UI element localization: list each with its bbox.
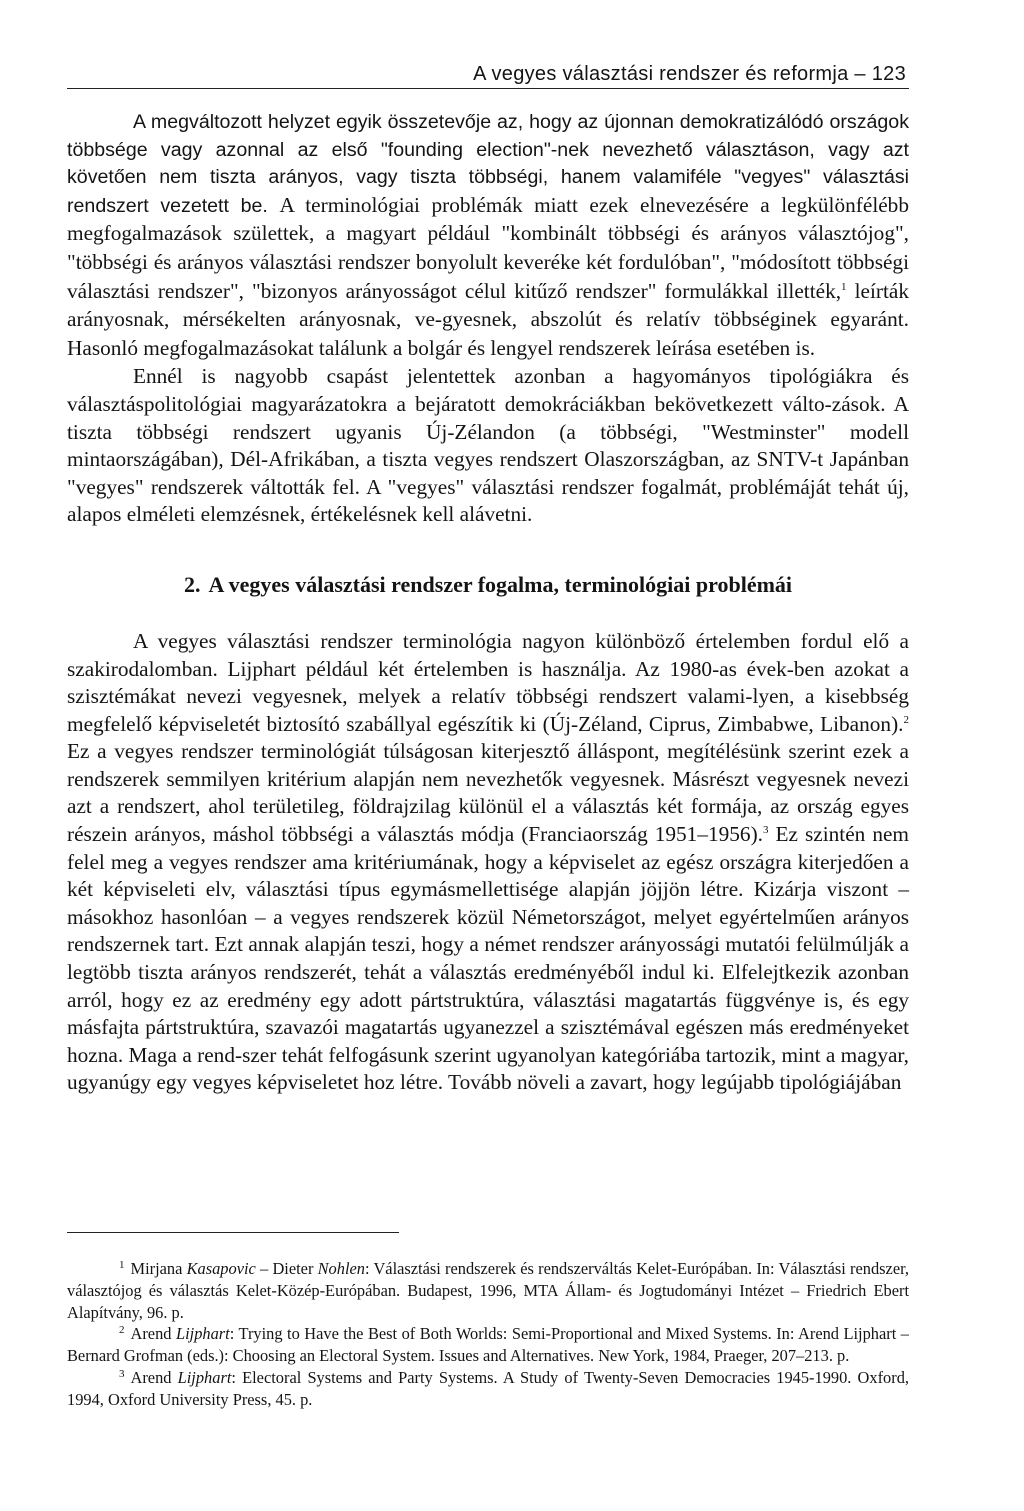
footnote-2 xyxy=(67,1323,909,1367)
footnote-2-author-last: Lijphart xyxy=(175,1324,230,1344)
running-head xyxy=(67,58,909,89)
footnote-1-author1-last: Kasapovic xyxy=(186,1259,256,1278)
footnote-1-author1-first: Mirjana xyxy=(130,1259,187,1278)
footnote-3-author-last: Lijphart xyxy=(177,1367,232,1387)
running-head-title: A vegyes választási rendszer és reformja xyxy=(473,63,849,85)
paragraph-1 xyxy=(67,109,909,363)
paragraph-3-part-a: A vegyes választási rendszer terminológia nagyon különböző értelemben fordul elő a szakirodalomban. Lijphart például két értelemben is használja. Az 1980-as évek-ben azokat a szisztémákat nevezi vegyesnek, melyek a relatív többségi rendszert valami-lyen, a kisebbség megfelelő képviseletét biztosító szabállyal egészítik ki (Új-Zéland, Ciprus, Zimbabwe, Libanon). xyxy=(67,628,909,736)
paragraph-2: Ennél is nagyobb csapást jelentettek azonban a hagyományos tipológiákra és választáspolitológiai magyarázatokra a bejáratott demokráciákban bekövetkezett válto-zások. A tiszta többségi rendszert ugyanis Új-Zélandon (a többségi, "Westminster" modell mintaországában), Dél-Afrikában, a tiszta vegyes rendszert Olaszországban, az SNTV-t Japánban "vegyes" rendszerek váltották fel. A "vegyes" választási rendszer fogalmát, problémáját tehát új, alapos elméleti elemzésnek, értékelésnek kell alávetni. xyxy=(67,364,909,527)
footnote-3-mark: 3 xyxy=(119,1367,125,1380)
footnote-1 xyxy=(67,1258,909,1323)
footnote-ref-1: 1 xyxy=(841,280,847,293)
page-number: 123 xyxy=(871,63,906,85)
paragraph-1-part-c: leírták arányosnak, mérsékelten arányosnak, ve-gyesnek, abszolút és relatív többséginek egyaránt. Hasonló megfogalmazásokat találunk a bolgár és lengyel rendszerek leírása esetében is. xyxy=(67,278,909,360)
paragraph-3-part-b: Ez a vegyes rendszer terminológiát túlságosan kiterjesztő álláspont, megítélésünk szerint ezek a rendszerek semmilyen kritérium alapján nem nevezhetők vegyesnek. Másrészt vegyesnek nevezi azt a rendszert, ahol területileg, földrajzilag különül el a választás két formája, az ország egyes részein arányos, máshol többségi a választás módja (Franciaország 1951–1956). xyxy=(67,739,909,847)
paragraph-1-part-b-text: A terminológiai problémák miatt ezek elnevezésére a legkülönfélébb megfogalmazások születtek, a magyart például "kombinált többségi és arányos választójog", "többségi és arányos választási rendszer bonyolult keveréke két fordulóban", "módosított többségi választási rendszer", "bizonyos arányosságot célul kitűző rendszer" formulákkal illették, xyxy=(67,192,909,303)
section-heading xyxy=(67,571,909,599)
page-body xyxy=(67,58,909,1097)
footnotes xyxy=(67,1232,909,1411)
footnote-ref-2: 2 xyxy=(903,713,909,726)
footnote-ref-3: 3 xyxy=(763,823,769,836)
footnote-2-author-first: Arend xyxy=(130,1324,176,1344)
paragraph-1-part-a: A megváltozott helyzet egyik összetevője az, hogy az újonnan demokratizálódó országok többsége vagy azonnal az első "founding election"-nek nevezhető választáson, vagy azt követően nem tiszta arányos, vagy tiszta többségi, hanem valamiféle "vegyes" választási rendszert vezetett be. xyxy=(67,111,909,217)
footnote-2-text: : Trying to Have the Best of Both Worlds: Semi-Proportional and Mixed Systems. In: Arend Lijphart – Bernard Grofman (eds.): Choosing an Electoral System. Issues and Alternatives. New York, 1984, Praeger, 207–213. p. xyxy=(67,1324,909,1366)
section-title: A vegyes választási rendszer fogalma, terminológiai problémái xyxy=(208,571,793,597)
footnote-1-mark: 1 xyxy=(119,1258,125,1271)
paragraph-3 xyxy=(67,628,909,1097)
footnote-divider xyxy=(67,1232,399,1233)
footnote-1-author2-last: Nohlen xyxy=(317,1259,365,1278)
footnote-3 xyxy=(67,1367,909,1411)
main-text xyxy=(67,109,909,1097)
paragraph-3-part-c: Ez szintén nem felel meg a vegyes rendszer ama kritériumának, hogy a képviselet az egész országra kiterjedően a két képviseleti elv, választási típus egymásmellettisége alapján jöjjön létre. Kizárja viszont – másokhoz hasonlóan – a vegyes rendszerek közül Németországot, melyet egyértelműen arányos rendszernek tart. Ezt annak alapján teszi, hogy a német rendszer arányossági mutatói felülmúlják a legtöbb tiszta arányos rendszerét, tehát a választás eredményéből indul ki. Elfelejtkezik azonban arról, hogy ez az eredmény egy adott pártstruktúra, választási magatartás függvénye is, és egy másfajta pártstruktúra, szavazói magatartás ugyanezzel a szisztémával egészen más eredményeket hozna. Maga a rend-szer tehát felfogásunk szerint ugyanolyan kategóriába tartozik, mint a magyar, ugyanúgy egy vegyes képviseletet hoz létre. Tovább növeli a zavart, hogy legújabb tipológiájában xyxy=(67,822,909,1095)
footnote-3-author-first: Arend xyxy=(130,1367,178,1387)
running-head-text: A vegyes választási rendszer és reformja – 123 xyxy=(473,63,906,85)
footnote-1-dash: – Dieter xyxy=(255,1259,318,1278)
footnote-2-mark: 2 xyxy=(119,1323,125,1336)
paragraph-1-part-b xyxy=(67,193,909,360)
section-number: 2. xyxy=(183,571,201,597)
footnote-3-text: : Electoral Systems and Party Systems. A Study of Twenty-Seven Democracies 1945-1990. Oxford, 1994, Oxford University Press, 45. p. xyxy=(67,1367,909,1409)
footnote-1-text: : Választási rendszerek és rendszerváltás Kelet-Európában. In: Választási rendszer, választójog és választás Kelet-Közép-Európában. Budapest, 1996, MTA Állam- és Jogtudományi Intézet – Friedrich Ebert Alapítvány, 96. p. xyxy=(67,1259,909,1322)
